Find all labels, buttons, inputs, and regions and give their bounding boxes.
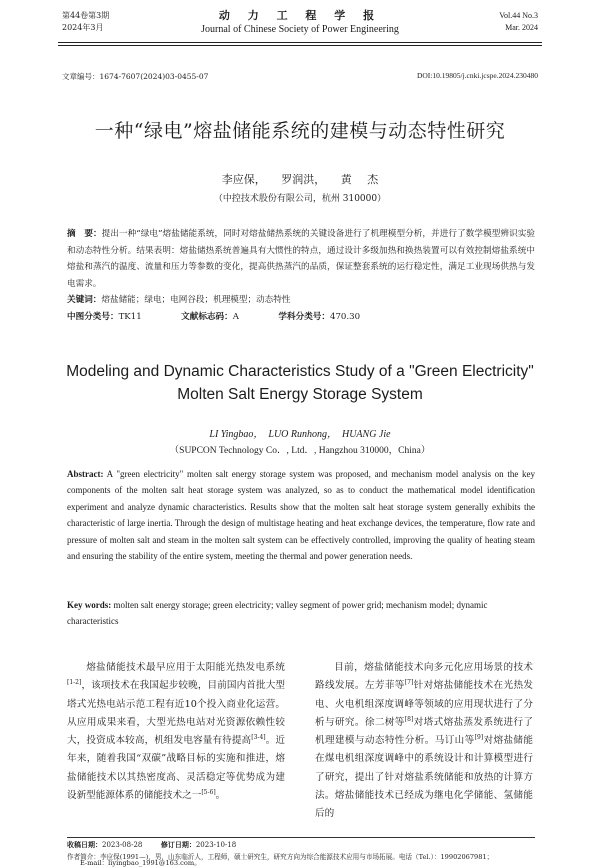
citation: [7]: [404, 679, 414, 687]
clc-label: 中图分类号：: [67, 312, 119, 322]
header-volume-en: [499, 10, 538, 34]
date-cn: 2024年3月: [62, 23, 104, 32]
citation: [9]: [474, 734, 484, 741]
body-text: 针对熔盐储能技术在光热发电、火电机组深度调峰等领域的应用现状进行了分析与研究。徐二树等: [315, 680, 534, 728]
citation: [8]: [404, 715, 414, 723]
keywords-cn-label: 关键词：: [67, 295, 102, 305]
citation: [3-4]: [251, 734, 266, 741]
citation: [1-2]: [67, 679, 82, 687]
classification-line: [67, 310, 360, 322]
footnote-rule: [67, 837, 535, 838]
citation: [5-6]: [201, 788, 216, 796]
body-paragraph: [67, 659, 285, 805]
abstract-cn-label: 摘 要：: [67, 229, 102, 239]
footnote-author-info: 作者简介：李应保(1991—)，男，山东临沂人，工程师，硕士研究生，研究方向为综合能源技术应用与市场拓展。电话（Tel.）：19902067981；: [67, 853, 494, 861]
title-en-line2: Molten Salt Energy Storage System: [177, 386, 423, 403]
body-column-right: [315, 659, 533, 824]
body-paragraph: [315, 659, 533, 824]
authors-en: LI Yingbao， LUO Runhong， HUANG Jie: [209, 429, 391, 440]
doi: DOI:10.19805/j.cnki.jcspe.2024.230480: [416, 71, 538, 80]
keywords-en-text: molten salt energy storage; green electricity; valley segment of power grid; mechanism model; dynamic characteristics: [67, 600, 488, 627]
keywords-cn-text: 熔盐储能；绿电；电网谷段；机理模型；动态特性: [101, 295, 291, 305]
header-rule-bottom: [58, 45, 542, 46]
footnote-dates: [67, 839, 236, 851]
abstract-en-text: A "green electricity" molten salt energy storage system was proposed, and mechanism model analysis on the key components of the molten salt heat storage system was analyzed, so as to conduct the mathematical model identification experiment and analyze dynamic characteristics. Results show that the molten salt heat storage system generally exhibits the characteristic of large inertia. Through the design of multistage heating and heat exchange devices, the temperature, flow rate and pressure of molten salt and steam in the molten salt system can be effectively controlled, improving the quality of heating steam and ensuring the stability of the entire system, meeting the thermal and power generation needs.: [67, 469, 535, 562]
revised-date: 2023-10-18: [195, 841, 237, 849]
abstract-en: [67, 466, 535, 564]
body-text: 熔盐储能技术最早应用于太阳能光热发电系统: [86, 662, 285, 673]
journal-name-cn: 动 力 工 程 学 报: [218, 9, 382, 22]
body-text: 对塔式熔盐蒸发系统进行了机理建模与动态特性分析。马订山等: [315, 716, 534, 747]
clc-value: TK11: [118, 312, 142, 322]
body-text: 目前，熔盐储能技术向多元化应用场景的技术路线发展。左芳菲等: [315, 662, 533, 692]
affiliation-cn: （中控技术股份有限公司，杭州 310000）: [213, 194, 387, 204]
volume-issue-en: Vol.44 No.3: [499, 11, 538, 20]
keywords-en-label: Key words:: [67, 600, 112, 610]
affiliation-en: （SUPCON Technology Co．, Ltd．, Hangzhou 310000，China）: [169, 446, 431, 456]
subject-value: 470.30: [329, 312, 361, 322]
received-label: 收稿日期：: [67, 840, 102, 849]
header-rule-top: [58, 42, 542, 43]
volume-issue-cn: 第44卷第3期: [62, 11, 110, 20]
doc-code-label: 文献标志码：: [181, 312, 233, 322]
title-en-line1: Modeling and Dynamic Characteristics Study of a "Green Electricity": [66, 363, 534, 380]
abstract-cn-text: 提出一种“绿电”熔盐储能系统，同时对熔盐储热系统的关键设备进行了机理模型分析，并进行了数学模型辨识实验和动态特性分析。结果表明：熔盐储热系统普遍具有大惯性的特点，通过设计多级加热和换热装置可以有效控制熔盐系统中熔盐和蒸汽的温度、流量和压力等参数的变化，提高供热蒸汽的品质，保证整套系统的运行稳定性，满足工业现场供热与发电需求。: [67, 229, 535, 289]
body-text: 对熔盐储能在煤电机组深度调峰中的系统设计和计算模型进行了研究，提出了针对熔盐系统储能和放热的计算方法。熔盐储能技术已经成为继电化学储能、氢储能后的: [315, 735, 534, 820]
received-date: 2023-08-28: [102, 841, 143, 849]
title-en: [0, 360, 600, 406]
journal-name-en: Journal of Chinese Society of Power Engineering: [201, 24, 399, 35]
abstract-cn: [67, 226, 535, 309]
abstract-en-label: Abstract:: [67, 469, 104, 479]
footnote-email: E-mail：liyingbao_1991@163.com。: [80, 859, 201, 867]
title-cn: 一种“绿电”熔盐储能系统的建模与动态特性研究: [94, 120, 506, 142]
authors-cn: 李应保， 罗润洪， 黄 杰: [221, 173, 379, 186]
keywords-en: [67, 597, 535, 630]
body-text: ，该项技术在我国起步较晚，目前国内首批大型塔式光热电站示范工程有近10个投入商业化运营。从应用成果来看，大型光热电站对光资源依赖性较大，投资成本较高，机组发电容量有待提高: [67, 680, 285, 747]
date-en: Mar. 2024: [505, 23, 538, 32]
doc-code-value: A: [232, 312, 239, 322]
body-text: 。近年来，随着我国“双碳”战略目标的实施和推进，熔盐储能技术以其热密度高、灵活稳定等优势成为建设新型能源体系的储能技术之一: [67, 735, 286, 802]
subject-label: 学科分类号：: [278, 312, 330, 322]
article-id: 文章编号：1674-7607(2024)03-0455-07: [62, 72, 209, 81]
body-column-left: [67, 659, 285, 805]
body-text: 。: [215, 790, 226, 802]
revised-label: 修订日期：: [160, 840, 196, 849]
